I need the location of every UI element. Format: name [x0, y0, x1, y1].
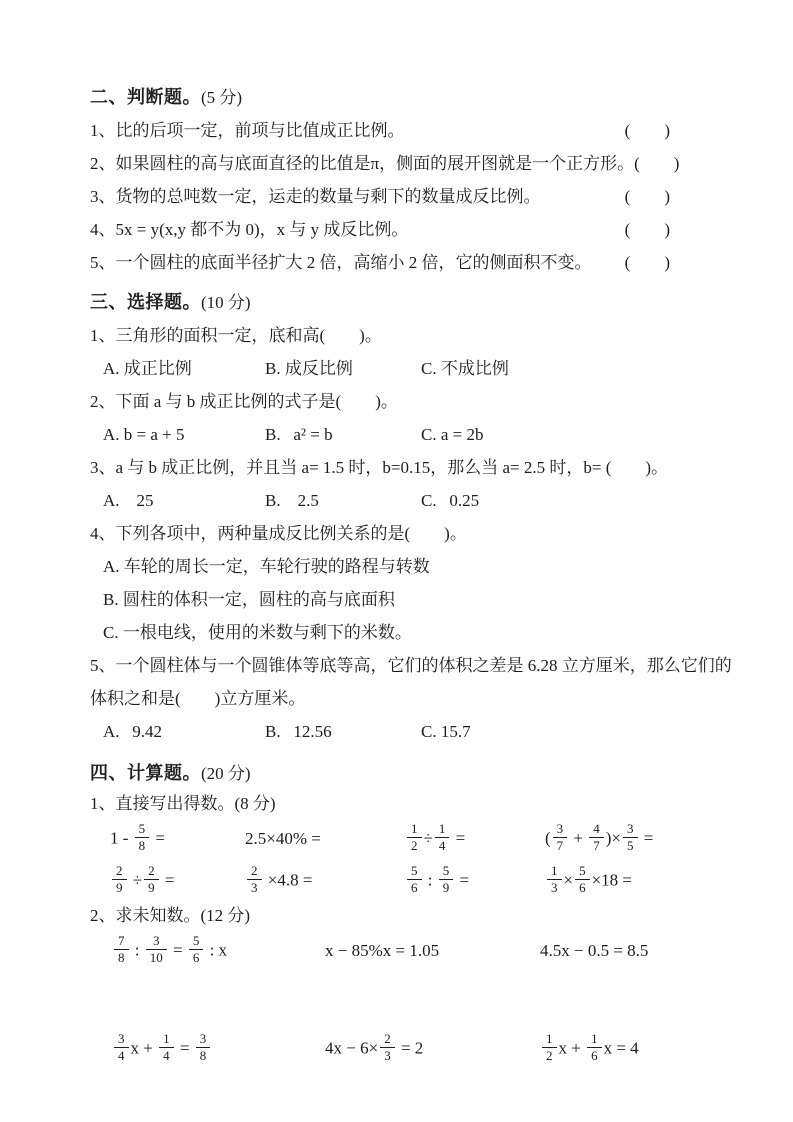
math-equation: x − 85%x = 1.05 [325, 941, 440, 960]
fraction: $\frac{3}{8}$ [196, 1032, 211, 1063]
choice-q4-option-c: C. 一根电线，使用的米数与剩下的米数。 [103, 623, 412, 642]
choice-q4-option-a: A. 车轮的周长一定，车轮行驶的路程与转数 [103, 557, 430, 576]
fraction: $\frac{7}{8}$ [114, 934, 129, 965]
fraction: $\frac{2}{3}$ [247, 864, 262, 895]
math-equation: $\frac{1}{2}$ x + $\frac{1}{6}$ x = 4 [540, 1034, 639, 1065]
choice-q3-options [90, 484, 735, 517]
fraction: $\frac{1}{2}$ [542, 1032, 557, 1063]
judge-item-text: 2、如果圆柱的高与底面直径的比值是π，侧面的展开图就是一个正方形。 [90, 154, 635, 173]
section-heading-calculation [90, 756, 735, 790]
mental-math-row-2 [90, 860, 735, 902]
fraction: $\frac{2}{9}$ [144, 864, 159, 895]
math-expression: 2.5×40% = [245, 829, 321, 848]
option-b: B. 2.5 [265, 491, 319, 510]
page-content [90, 80, 735, 1070]
judge-item-4 [90, 213, 670, 246]
math-expression: $\frac{2}{3}$ ×4.8 = [245, 866, 405, 897]
fraction: $\frac{3}{7}$ [553, 822, 568, 853]
section-heading-judgement [90, 80, 735, 114]
section-score: (10 分) [201, 293, 251, 312]
option-c: C. a = 2b [421, 425, 484, 444]
judge-item-text: 5、一个圆柱的底面半径扩大 2 倍，高缩小 2 倍，它的侧面积不变。 [90, 253, 592, 272]
option-b: B. 成反比例 [265, 359, 353, 378]
judge-item-text: 1、比的后项一定，前项与比值成正比例。 [90, 121, 405, 140]
option-a: A. b = a + 5 [103, 425, 185, 444]
math-equation: $\frac{7}{8}$ : $\frac{3}{10}$ = $\frac{5}{6}$ : x [112, 936, 325, 967]
math-expression: $\frac{1}{3}$ × $\frac{5}{6}$ ×18 = [545, 866, 632, 897]
fraction: $\frac{5}{9}$ [439, 864, 454, 895]
option-b: B. a² = b [265, 425, 333, 444]
section-heading-choice [90, 285, 735, 319]
section-title: 二、判断题。 [90, 87, 201, 107]
judge-item-1 [90, 114, 670, 147]
option-a: A. 成正比例 [103, 359, 192, 378]
option-c: C. 不成比例 [421, 359, 509, 378]
section-score: (5 分) [201, 88, 243, 107]
fraction: $\frac{3}{4}$ [114, 1032, 129, 1063]
fraction: $\frac{5}{6}$ [575, 864, 590, 895]
math-equation: 4x − 6× $\frac{2}{3}$ = 2 [325, 1030, 424, 1063]
choice-q2-text: 2、下面 a 与 b 成正比例的式子是( )。 [90, 392, 398, 411]
answer-blank: ( ) [624, 121, 670, 140]
choice-q5-text-line1: 5、一个圆柱体与一个圆锥体等底等高，它们的体积之差是 6.28 立方厘米，那么它们的 [90, 656, 732, 675]
math-expression: ( $\frac{3}{7}$ + $\frac{4}{7}$ )× $\frac{3}{5}$ = [545, 820, 654, 853]
section-score: (20 分) [201, 764, 251, 783]
answer-blank: ( ) [624, 187, 670, 206]
mental-math-row-1 [90, 818, 735, 860]
fraction: $\frac{1}{6}$ [587, 1032, 602, 1063]
option-c: C. 15.7 [421, 722, 471, 741]
answer-blank: ( ) [634, 154, 680, 173]
math-expression: $\frac{5}{6}$ : $\frac{5}{9}$ = [405, 866, 545, 897]
section-title: 三、选择题。 [90, 292, 201, 312]
fraction: $\frac{3}{10}$ [146, 934, 167, 965]
math-expression: $\frac{1}{2}$ ÷ $\frac{1}{4}$ = [405, 824, 545, 855]
solve-equation-row-2 [90, 1028, 735, 1070]
fraction: $\frac{1}{2}$ [407, 822, 422, 853]
fraction: $\frac{1}{4}$ [159, 1032, 174, 1063]
option-a: A. 9.42 [103, 722, 163, 741]
fraction: $\frac{4}{7}$ [589, 822, 604, 853]
option-c: C. 0.25 [421, 491, 480, 510]
choice-q1-options [90, 352, 735, 385]
judge-item-5 [90, 246, 670, 279]
fraction: $\frac{1}{4}$ [435, 822, 450, 853]
fraction: $\frac{2}{9}$ [112, 864, 127, 895]
judge-item-3 [90, 180, 670, 213]
fraction: $\frac{5}{6}$ [189, 934, 204, 965]
fraction: $\frac{5}{6}$ [407, 864, 422, 895]
choice-q3-text: 3、a 与 b 成正比例，并且当 a= 1.5 时，b=0.15，那么当 a= 2.5 时，b= ( )。 [90, 458, 669, 477]
choice-q4-option-b: B. 圆柱的体积一定，圆柱的高与底面积 [103, 590, 395, 609]
choice-q5-options [90, 715, 735, 748]
judge-item-2 [90, 147, 680, 180]
option-a: A. 25 [103, 491, 154, 510]
fraction: $\frac{2}{3}$ [380, 1032, 395, 1063]
fraction: $\frac{3}{5}$ [623, 822, 638, 853]
choice-q5-text-line2: 体积之和是( )立方厘米。 [90, 689, 306, 708]
choice-q1-text: 1、三角形的面积一定，底和高( )。 [90, 326, 382, 345]
math-expression: $\frac{2}{9}$ ÷ $\frac{2}{9}$ = [110, 866, 245, 897]
fraction: $\frac{5}{8}$ [135, 822, 150, 853]
answer-blank: ( ) [624, 253, 670, 272]
math-equation: $\frac{3}{4}$ x + $\frac{1}{4}$ = $\frac{3}{8}$ [112, 1034, 325, 1065]
fraction: $\frac{1}{3}$ [547, 864, 562, 895]
answer-blank: ( ) [624, 220, 670, 239]
solve-equation-row-1 [90, 930, 735, 972]
section-title: 四、计算题。 [90, 763, 201, 783]
judge-item-text: 4、5x = y(x,y 都不为 0)，x 与 y 成反比例。 [90, 220, 409, 239]
calc-sub2-title: 2、求未知数。(12 分) [90, 906, 251, 925]
math-equation: 4.5x − 0.5 = 8.5 [540, 941, 649, 960]
choice-q4-text: 4、下列各项中，两种量成反比例关系的是( )。 [90, 524, 467, 543]
calc-sub1-title: 1、直接写出得数。(8 分) [90, 794, 276, 813]
math-expression: 1 - $\frac{5}{8}$ = [110, 820, 166, 853]
judge-item-text: 3、货物的总吨数一定，运走的数量与剩下的数量成反比例。 [90, 187, 541, 206]
choice-q2-options [90, 418, 735, 451]
option-b: B. 12.56 [265, 722, 332, 741]
